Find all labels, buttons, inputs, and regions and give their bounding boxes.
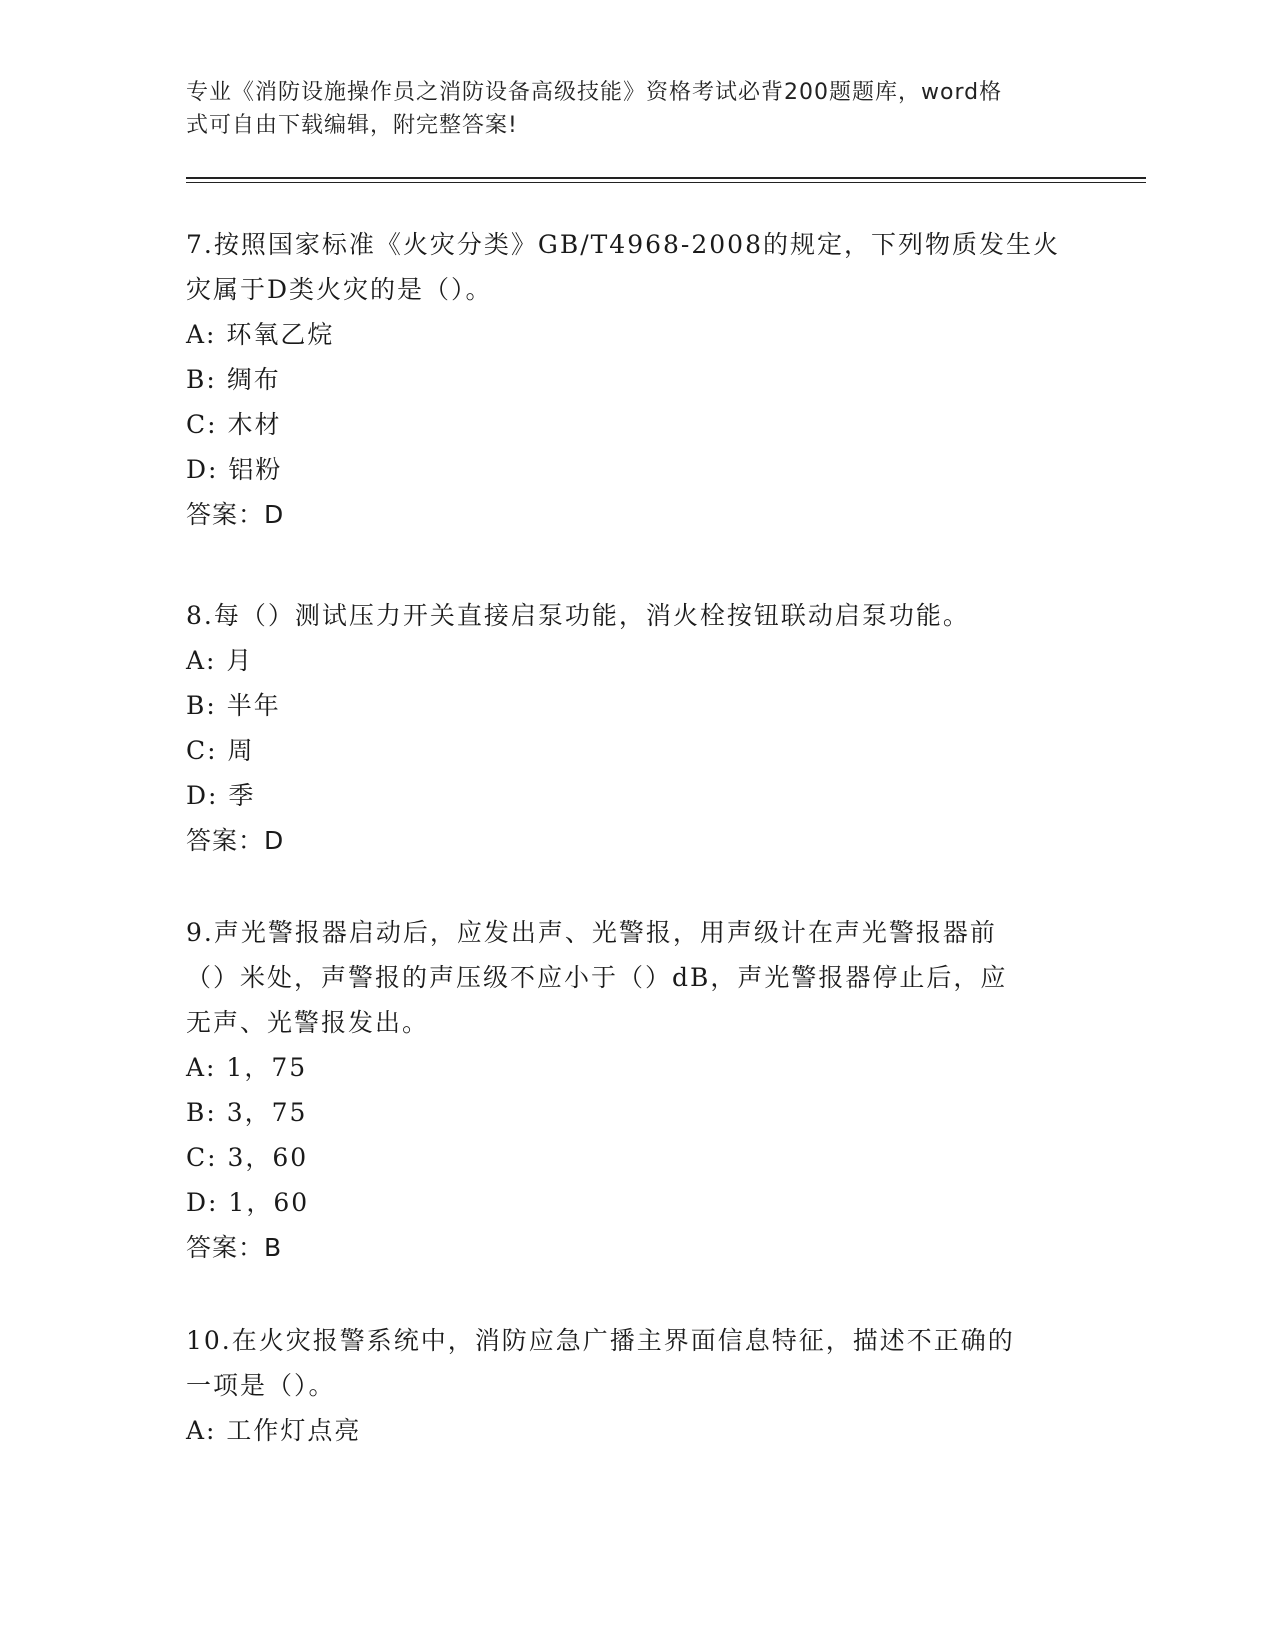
question-stem-line: 10.在火灾报警系统中，消防应急广播主界面信息特征，描述不正确的 <box>186 1326 1015 1355</box>
header-line-1: 专业《消防设施操作员之消防设备高级技能》资格考试必背200题题库，word格 <box>186 80 1003 105</box>
option-a: A: 工作灯点亮 <box>186 1416 362 1445</box>
document-header <box>186 76 1046 142</box>
answer-line: 答案：D <box>186 826 285 855</box>
answer-line: 答案：B <box>186 1233 283 1262</box>
question-stem-line: 灾属于D类火灾的是（）。 <box>186 275 493 304</box>
option-b: B: 绸布 <box>186 365 281 394</box>
option-a: A: 月 <box>186 646 254 675</box>
option-b: B: 半年 <box>186 691 281 720</box>
question-stem-line: 8.每（）测试压力开关直接启泵功能，消火栓按钮联动启泵功能。 <box>186 601 970 630</box>
question-8 <box>186 593 1066 863</box>
answer-line: 答案：D <box>186 500 285 529</box>
option-d: D: 铝粉 <box>186 455 283 484</box>
question-stem-line: 无声、光警报发出。 <box>186 1008 430 1037</box>
question-7 <box>186 222 1066 537</box>
option-c: C: 周 <box>186 736 255 765</box>
option-c: C: 3，60 <box>186 1143 309 1172</box>
question-9 <box>186 910 1066 1270</box>
header-divider-thin <box>186 182 1146 183</box>
option-d: D: 季 <box>186 781 256 810</box>
option-d: D: 1，60 <box>186 1188 310 1217</box>
option-b: B: 3，75 <box>186 1098 308 1127</box>
question-stem-line: 7.按照国家标准《火灾分类》GB/T4968-2008的规定，下列物质发生火 <box>186 230 1060 259</box>
header-divider-thick <box>186 177 1146 179</box>
question-stem-line: 一项是（）。 <box>186 1371 336 1400</box>
option-a: A: 1，75 <box>186 1053 308 1082</box>
option-c: C: 木材 <box>186 410 282 439</box>
header-line-2: 式可自由下载编辑，附完整答案! <box>186 113 518 138</box>
question-stem-line: （）米处，声警报的声压级不应小于（）dB，声光警报器停止后，应 <box>186 963 1008 992</box>
question-10 <box>186 1318 1066 1453</box>
question-stem-line: 9.声光警报器启动后，应发出声、光警报，用声级计在声光警报器前 <box>186 918 997 947</box>
option-a: A: 环氧乙烷 <box>186 320 335 349</box>
